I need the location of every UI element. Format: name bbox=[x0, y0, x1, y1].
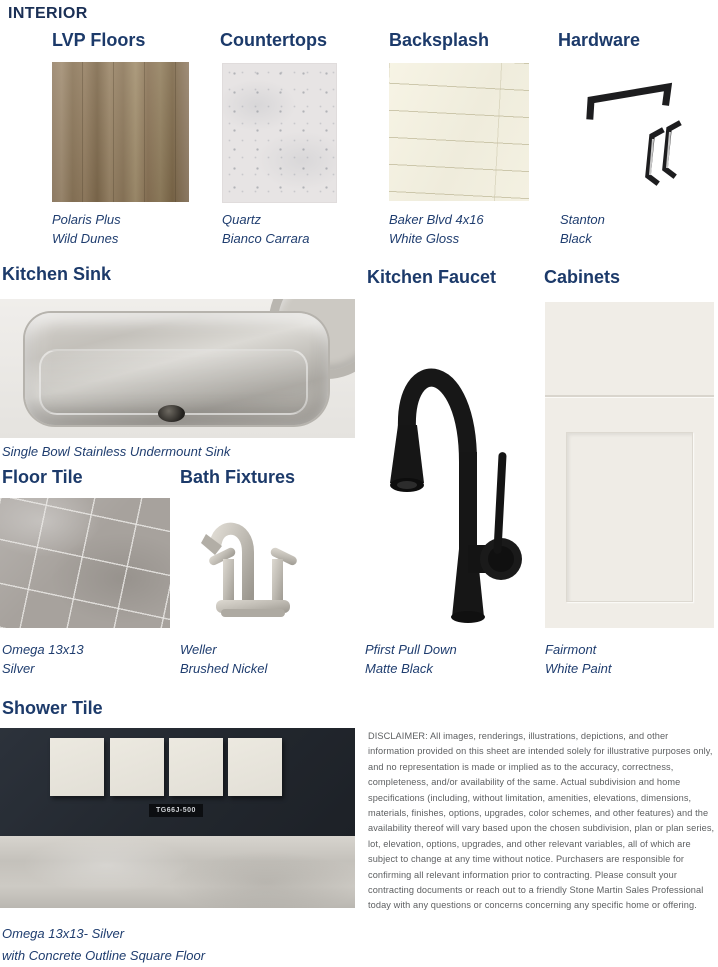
caption-line: Fairmont bbox=[545, 642, 597, 657]
brushed-nickel-faucet-graphic bbox=[192, 502, 314, 624]
concrete-floor-sample bbox=[0, 836, 355, 908]
caption-line: Quartz bbox=[222, 212, 262, 227]
cabinets-image bbox=[545, 302, 714, 628]
floor-tile-swatch-image bbox=[0, 498, 170, 628]
caption-line: Stanton bbox=[560, 212, 605, 227]
caption-line: Single Bowl Stainless Undermount Sink bbox=[2, 444, 231, 459]
bath-post-right bbox=[272, 559, 283, 605]
caption-line: Omega 13x13 bbox=[2, 642, 84, 657]
caption-line: Bianco Carrara bbox=[222, 230, 310, 246]
backsplash-swatch-image bbox=[389, 63, 529, 201]
caption-line: Polaris Plus bbox=[52, 212, 121, 227]
caption-line: Baker Blvd 4x16 bbox=[389, 212, 484, 227]
shower-tile-square bbox=[228, 738, 282, 796]
shower-tile-caption bbox=[2, 923, 205, 967]
caption-line: Pfirst Pull Down bbox=[365, 642, 457, 657]
heading-bath-fixtures: Bath Fixtures bbox=[180, 467, 296, 487]
countertops-swatch-image bbox=[222, 63, 337, 203]
heading-hardware: Hardware bbox=[558, 30, 641, 50]
hardware-caption bbox=[560, 211, 605, 248]
caption-line: Brushed Nickel bbox=[180, 660, 268, 676]
caption-line: Weller bbox=[180, 642, 217, 657]
caption-line: Wild Dunes bbox=[52, 230, 119, 246]
bath-deck-foot bbox=[221, 609, 285, 617]
heading-shower-tile: Shower Tile bbox=[2, 698, 103, 718]
shower-tile-square bbox=[110, 738, 164, 796]
lvp-floors-swatch-image bbox=[52, 62, 189, 202]
caption-line: with Concrete Outline Square Floor bbox=[2, 948, 206, 963]
caption-line: Black bbox=[560, 230, 592, 246]
heading-floor-tile: Floor Tile bbox=[2, 467, 83, 487]
kitchen-faucet-caption bbox=[365, 641, 457, 678]
caption-line: Omega 13x13- Silver bbox=[2, 926, 125, 941]
heading-kitchen-faucet: Kitchen Faucet bbox=[367, 267, 497, 287]
heading-kitchen-sink: Kitchen Sink bbox=[2, 264, 112, 284]
faucet-spray-dots bbox=[397, 481, 417, 489]
shower-tile-image bbox=[0, 728, 355, 908]
faucet-spray-head bbox=[390, 425, 424, 483]
kitchen-sink-caption bbox=[2, 443, 230, 462]
hardware-swatch-image bbox=[552, 58, 694, 203]
heading-backsplash: Backsplash bbox=[389, 30, 490, 50]
lvp-floors-caption bbox=[52, 211, 121, 248]
cabinet-door-panel bbox=[566, 432, 693, 602]
kitchen-sink-image bbox=[0, 299, 355, 438]
cabinets-caption bbox=[545, 641, 611, 678]
shower-tile-square bbox=[50, 738, 104, 796]
disclaimer-text: DISCLAIMER: All images, renderings, illustrations, depictions, and other information provided on this sheet are intended solely for illustrative purposes only, and no representation is made or implied as to the accuracy, correctness, completeness, and/or availability of the same. Actual subdivision and home specifications (including, without limitation, amenities, elevations, dimensions, materials, finishes, options, upgrades, color schemes, and other features) and the availability thereof will vary based upon the chosen subdivision, plan or plan series, lot, elevation, options, upgrades, and other relevant variables, all of which are subject to change at any time without notice. Purchasers are responsible for confirming all relevant information prior to contracting. Please consult your contracting documents or reach out to a friendly Stone Martin Sales Professional today with any questions or concerns concerning any specific home or offering. bbox=[368, 731, 715, 911]
countertops-caption bbox=[222, 211, 309, 248]
caption-line: Silver bbox=[2, 660, 35, 676]
bath-fixtures-caption bbox=[180, 641, 267, 678]
shower-sample-label: TG66J-500 bbox=[149, 804, 203, 817]
caption-line: White Gloss bbox=[389, 230, 460, 246]
shower-sample-board bbox=[0, 728, 355, 836]
heading-cabinets: Cabinets bbox=[544, 267, 621, 287]
page-title: INTERIOR bbox=[8, 5, 88, 22]
caption-line: Matte Black bbox=[365, 660, 433, 676]
heading-countertops: Countertops bbox=[220, 30, 327, 50]
bath-post-left bbox=[223, 559, 234, 605]
faucet-body bbox=[459, 452, 477, 552]
floor-tile-caption bbox=[2, 641, 84, 678]
shower-tile-square bbox=[169, 738, 223, 796]
cabinet-pulls-graphic bbox=[552, 58, 694, 203]
heading-lvp-floors: LVP Floors bbox=[52, 30, 146, 50]
sink-drain-graphic bbox=[158, 405, 185, 422]
bar-pull-large bbox=[590, 87, 668, 116]
cabinet-drawer-split bbox=[545, 395, 714, 397]
faucet-base bbox=[451, 611, 485, 623]
caption-line: White Paint bbox=[545, 660, 612, 676]
kitchen-faucet-image bbox=[372, 297, 537, 627]
backsplash-caption bbox=[389, 211, 484, 248]
matte-black-faucet-graphic bbox=[372, 297, 537, 627]
bath-fixtures-image bbox=[192, 502, 314, 624]
